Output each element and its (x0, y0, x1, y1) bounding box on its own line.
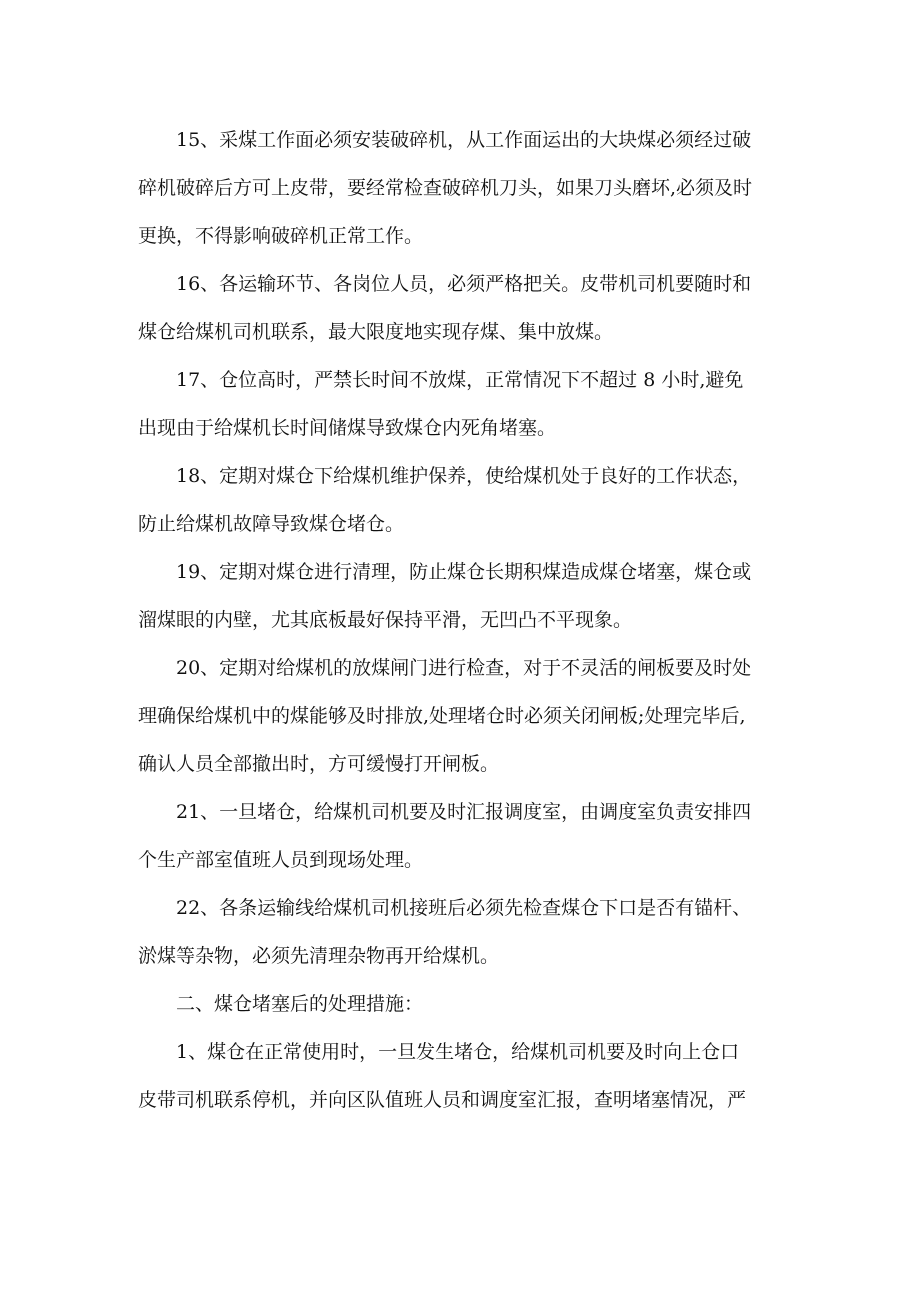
paragraph-18 (138, 452, 800, 548)
text-line: 21、一旦堵仓，给煤机司机要及时汇报调度室，由调度室负责安排四 (176, 801, 752, 823)
heading-line: 二、煤仓堵塞后的处理措施： (176, 993, 424, 1015)
text-line: 18、定期对煤仓下给煤机维护保养，使给煤机处于良好的工作状态， (176, 465, 752, 487)
text-line: 出现由于给煤机长时间储煤导致煤仓内死角堵塞。 (138, 417, 557, 439)
text-line: 皮带司机联系停机，并向区队值班人员和调度室汇报，查明堵塞情况，严 (138, 1089, 747, 1111)
text-line: 22、各条运输线给煤机司机接班后必须先检查煤仓下口是否有锚杆、 (176, 897, 752, 919)
paragraph-22 (138, 884, 800, 980)
document-body (138, 116, 800, 1124)
paragraph-19 (138, 548, 800, 644)
paragraph-20 (138, 644, 800, 788)
text-line: 17、仓位高时，严禁长时间不放煤，正常情况下不超过 8 小时,避免 (176, 369, 744, 391)
paragraph-1 (138, 1028, 800, 1124)
paragraph-17 (138, 356, 800, 452)
text-line: 19、定期对煤仓进行清理，防止煤仓长期积煤造成煤仓堵塞，煤仓或 (176, 561, 752, 583)
text-line: 16、各运输环节、各岗位人员，必须严格把关。皮带机司机要随时和 (176, 273, 752, 295)
paragraph-16 (138, 260, 800, 356)
text-line: 更换，不得影响破碎机正常工作。 (138, 225, 424, 247)
text-line: 淤煤等杂物，必须先清理杂物再开给煤机。 (138, 945, 500, 967)
paragraph-15 (138, 116, 800, 260)
text-line: 20、定期对给煤机的放煤闸门进行检查，对于不灵活的闸板要及时处 (176, 657, 752, 679)
text-line: 个生产部室值班人员到现场处理。 (138, 849, 424, 871)
text-line: 确认人员全部撤出时，方可缓慢打开闸板。 (138, 753, 500, 775)
text-line: 理确保给煤机中的煤能够及时排放,处理堵仓时必须关闭闸板;处理完毕后, (138, 705, 746, 727)
paragraph-21 (138, 788, 800, 884)
section-heading (138, 980, 800, 1028)
text-line: 煤仓给煤机司机联系，最大限度地实现存煤、集中放煤。 (138, 321, 614, 343)
text-line: 防止给煤机故障导致煤仓堵仓。 (138, 513, 405, 535)
text-line: 1、煤仓在正常使用时，一旦发生堵仓，给煤机司机要及时向上仓口 (176, 1041, 740, 1063)
text-line: 溜煤眼的内壁，尤其底板最好保持平滑，无凹凸不平现象。 (138, 609, 633, 631)
text-line: 碎机破碎后方可上皮带，要经常检查破碎机刀头，如果刀头磨坏,必须及时 (138, 177, 753, 199)
text-line: 15、采煤工作面必须安装破碎机，从工作面运出的大块煤必须经过破 (176, 129, 752, 151)
